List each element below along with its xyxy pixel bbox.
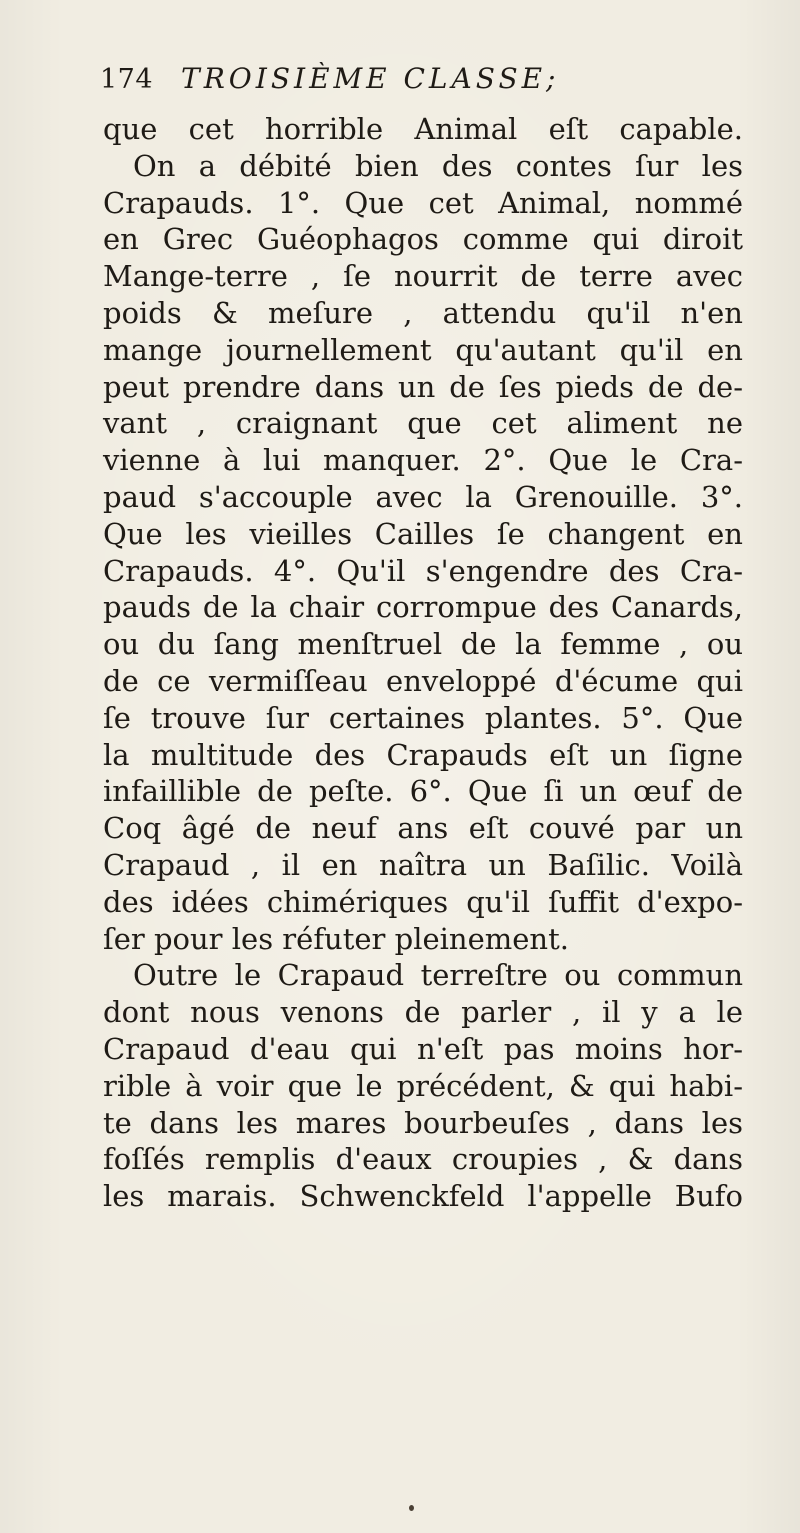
text-line: Crapauds. 4°. Qu'il s'engendre des Cra- [103, 553, 743, 588]
text-line: les marais. Schwenckfeld l'appelle Bufo [103, 1179, 743, 1214]
text-line: Crapaud d'eau qui n'eſt pas moins hor- [103, 1031, 743, 1066]
page-header [100, 62, 710, 106]
text-line: en Grec Guéophagos comme qui diroit [103, 222, 743, 257]
text-line: de ce vermiſſeau enveloppé d'écume qui [103, 663, 743, 698]
text-line: On a débité bien des contes ſur les [133, 148, 743, 183]
text-line: ou du ſang menſtruel de la femme , ou [103, 627, 743, 662]
text-line: Crapaud , il en naîtra un Baſilic. Voilà [103, 847, 743, 882]
text-line: Mange-terre , ſe nourrit de terre avec [103, 259, 743, 294]
text-line: ſer pour les réfuter pleinement. [103, 921, 569, 956]
text-line: infaillible de peſte. 6°. Que ſi un œuf de [103, 774, 743, 809]
text-line: rible à voir que le précédent, & qui habi- [103, 1068, 743, 1103]
text-line: la multitude des Crapauds eſt un ſigne [103, 737, 743, 772]
text-line: paud s'accouple avec la Grenouille. 3°. [103, 479, 743, 514]
running-head: TROISIÈME CLASSE; [181, 62, 560, 95]
text-line: Que les vieilles Cailles ſe changent en [103, 516, 743, 551]
text-line: peut prendre dans un de ſes pieds de de- [103, 369, 743, 404]
text-line: Coq âgé de neuf ans eſt couvé par un [103, 811, 743, 846]
text-line: foſſés remplis d'eaux croupies , & dans [103, 1142, 743, 1177]
ink-speck [409, 1505, 414, 1511]
text-line: dont nous venons de parler , il y a le [103, 995, 743, 1030]
body-text [103, 111, 743, 1215]
text-line: vienne à lui manquer. 2°. Que le Cra- [103, 443, 743, 478]
page-number: 174 [100, 64, 154, 95]
text-line: te dans les mares bourbeuſes , dans les [103, 1105, 743, 1140]
text-line: vant , craignant que cet aliment ne [103, 406, 743, 441]
text-line: ſe trouve ſur certaines plantes. 5°. Que [103, 700, 743, 735]
text-line: des idées chimériques qu'il ſuffit d'expo- [103, 884, 743, 919]
text-line: poids & meſure , attendu qu'il n'en [103, 295, 743, 330]
text-line: Outre le Crapaud terreſtre ou commun [133, 958, 743, 993]
text-line: pauds de la chair corrompue des Canards, [103, 590, 743, 625]
text-line: mange journellement qu'autant qu'il en [103, 332, 743, 367]
text-line: que cet horrible Animal eſt capable. [103, 112, 743, 146]
text-line: Crapauds. 1°. Que cet Animal, nommé [103, 185, 743, 220]
